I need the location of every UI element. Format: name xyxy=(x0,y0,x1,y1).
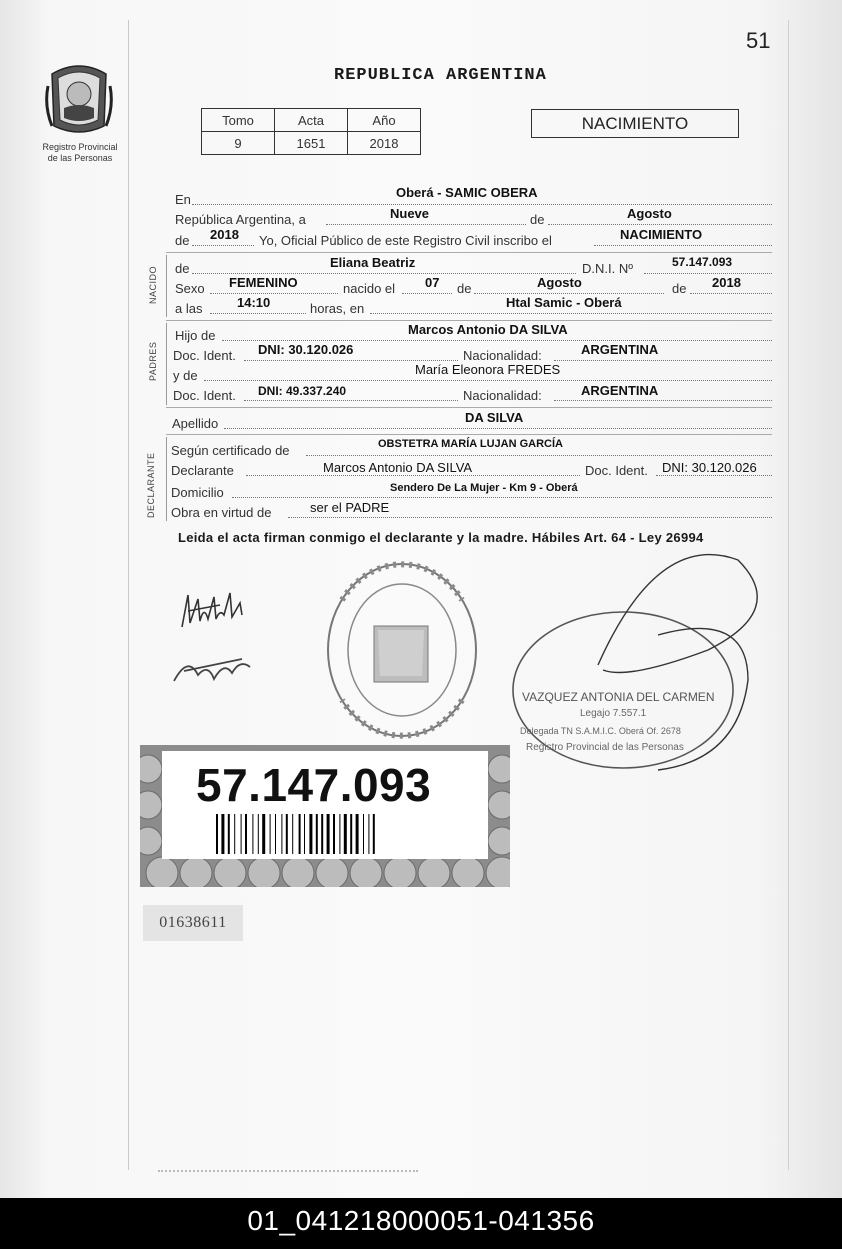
label-de-anio-nac: de xyxy=(672,281,687,296)
dotted-line xyxy=(326,224,526,225)
label-nacionalidad-madre: Nacionalidad: xyxy=(463,388,542,403)
dotted-line xyxy=(288,517,772,518)
label-de: de xyxy=(530,212,545,227)
registry-line-2: de las Personas xyxy=(47,153,113,163)
label-en: En xyxy=(175,192,191,207)
dotted-line xyxy=(554,360,772,361)
dotted-line xyxy=(210,313,306,314)
section-divider xyxy=(166,252,772,253)
value-nombre: Eliana Beatriz xyxy=(330,255,416,270)
value-madre-dni: DNI: 49.337.240 xyxy=(258,384,347,398)
dotted-line xyxy=(192,273,576,274)
label-nacido-el: nacido el xyxy=(343,281,396,296)
value-anio-nac: 2018 xyxy=(712,275,741,290)
value-lugar-nac: Htal Samic - Oberá xyxy=(506,295,622,310)
stamp-name: VAZQUEZ ANTONIA DEL CARMEN xyxy=(522,690,715,704)
section-divider xyxy=(166,320,772,321)
dotted-line xyxy=(210,293,338,294)
value-dia-letras: Nueve xyxy=(390,206,430,221)
label-sexo: Sexo xyxy=(175,281,205,296)
dotted-line xyxy=(222,340,772,341)
label-doc-ident-padre: Doc. Ident. xyxy=(173,348,236,363)
serial-number: 01638611 xyxy=(143,905,243,941)
stamp-role: Delegada TN S.A.M.I.C. Oberá Of. 2678 xyxy=(520,726,681,736)
value-anio: 2018 xyxy=(348,132,421,155)
label-de-anio: de xyxy=(175,233,190,248)
stamp-org: Registro Provincial de las Personas xyxy=(526,742,684,753)
section-padres-label: PADRES xyxy=(148,341,158,381)
label-a-las: a las xyxy=(175,301,203,316)
value-declarante: Marcos Antonio DA SILVA xyxy=(323,460,473,475)
value-dia-nac: 07 xyxy=(425,275,440,290)
dotted-line xyxy=(644,273,772,274)
value-mes: Agosto xyxy=(627,206,672,221)
section-divider xyxy=(166,434,772,435)
label-republica: República Argentina, a xyxy=(175,212,306,227)
dotted-line xyxy=(246,475,580,476)
label-hijo-de: Hijo de xyxy=(175,328,216,343)
header-acta: Acta xyxy=(275,109,348,132)
dotted-line xyxy=(244,360,458,361)
dotted-line xyxy=(192,204,772,205)
dni-sticker-number: 57.147.093 xyxy=(196,759,432,811)
dotted-line xyxy=(690,293,772,294)
section-divider xyxy=(166,407,772,408)
footer-dotted-line xyxy=(158,1168,418,1172)
stamp-legajo: Legajo 7.557.1 xyxy=(580,708,647,719)
value-sexo: FEMENINO xyxy=(229,275,298,290)
label-horas-en: horas, en xyxy=(310,301,365,316)
label-obra: Obra en virtud de xyxy=(171,505,272,520)
label-declarante: Declarante xyxy=(171,463,234,478)
document-title: REPUBLICA ARGENTINA xyxy=(334,66,547,85)
dotted-line xyxy=(594,245,772,246)
section-nacido-label: NACIDO xyxy=(148,265,158,304)
value-padre-nac: ARGENTINA xyxy=(581,342,659,357)
page-number: 51 xyxy=(746,28,771,53)
sheet-edge-right xyxy=(788,20,789,1170)
dotted-line xyxy=(474,293,664,294)
value-mes-nac: Agosto xyxy=(537,275,582,290)
value-obra: ser el PADRE xyxy=(310,500,390,515)
section-bar xyxy=(166,255,167,317)
label-doc-ident-madre: Doc. Ident. xyxy=(173,388,236,403)
handwritten-signature-icon xyxy=(168,575,268,695)
label-domicilio: Domicilio xyxy=(171,485,224,500)
dotted-line xyxy=(192,245,254,246)
label-dni: D.N.I. Nº xyxy=(582,261,633,276)
value-dni: 57.147.093 xyxy=(672,255,733,269)
header-anio: Año xyxy=(348,109,421,132)
dotted-line xyxy=(402,293,452,294)
value-lugar: Oberá - SAMIC OBERA xyxy=(396,185,538,200)
value-apellido: DA SILVA xyxy=(465,410,524,425)
registry-line-1: Registro Provincial xyxy=(42,142,118,152)
value-acta: 1651 xyxy=(275,132,348,155)
value-domicilio: Sendero De La Mujer - Km 9 - Oberá xyxy=(390,482,578,494)
dotted-line xyxy=(554,400,772,401)
value-madre-nac: ARGENTINA xyxy=(581,383,659,398)
dotted-line xyxy=(370,313,772,314)
value-madre: María Eleonora FREDES xyxy=(415,362,561,377)
value-hora: 14:10 xyxy=(237,295,271,310)
label-doc-ident-declarante: Doc. Ident. xyxy=(585,463,648,478)
dotted-line xyxy=(232,497,772,498)
value-tipo: NACIMIENTO xyxy=(620,227,703,242)
label-segun: Según certificado de xyxy=(171,443,290,458)
dotted-line xyxy=(306,455,772,456)
section-bar xyxy=(166,323,167,405)
official-seal-icon xyxy=(322,560,482,740)
footer-code-bar xyxy=(0,1198,842,1249)
provincial-emblem-icon xyxy=(44,56,114,140)
label-apellido: Apellido xyxy=(172,416,219,431)
closing-statement: Leida el acta firman conmigo el declarante y la madre. Hábiles Art. 64 - Ley 26994 xyxy=(178,530,704,545)
label-y-de: y de xyxy=(173,368,198,383)
dotted-line xyxy=(548,224,772,225)
dotted-line xyxy=(656,475,772,476)
header-tomo: Tomo xyxy=(202,109,275,132)
value-anio: 2018 xyxy=(210,227,239,242)
section-declarante-label: DECLARANTE xyxy=(146,452,156,518)
registry-name xyxy=(30,142,130,164)
dotted-line xyxy=(244,400,458,401)
value-padre: Marcos Antonio DA SILVA xyxy=(408,322,568,337)
label-nacionalidad-padre: Nacionalidad: xyxy=(463,348,542,363)
value-padre-dni: DNI: 30.120.026 xyxy=(258,342,354,357)
registrar-stamp xyxy=(508,540,778,790)
label-de-mes: de xyxy=(457,281,472,296)
sheet-edge-left xyxy=(128,20,129,1170)
value-declarante-dni: DNI: 30.120.026 xyxy=(662,460,757,475)
label-yo-oficial: Yo, Oficial Público de este Registro Civil inscribo el xyxy=(259,233,552,248)
barcode-icon xyxy=(216,814,422,854)
section-bar xyxy=(166,437,167,521)
value-tomo: 9 xyxy=(202,132,275,155)
dotted-line xyxy=(204,380,772,381)
record-table xyxy=(201,108,421,155)
dotted-line xyxy=(224,428,772,429)
document-type-box: NACIMIENTO xyxy=(531,109,739,138)
label-de-nombre: de xyxy=(175,261,190,276)
footer-code: 01_041218000051-041356 xyxy=(247,1205,595,1236)
value-certificado: OBSTETRA MARÍA LUJAN GARCÍA xyxy=(378,438,563,450)
